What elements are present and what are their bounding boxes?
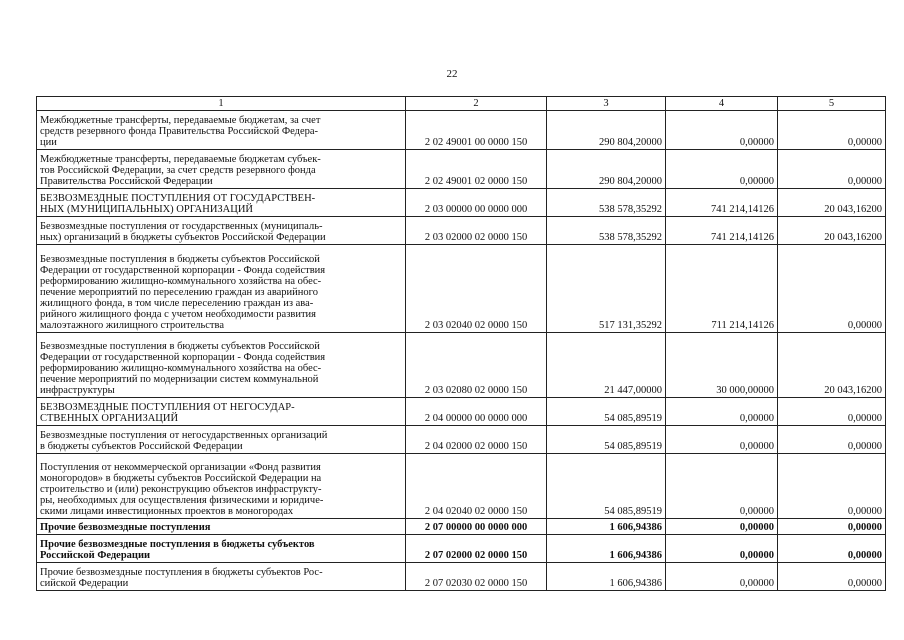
amount-column-4: 0,00000 [666, 563, 778, 591]
budget-classification-code: 2 03 00000 00 0000 000 [406, 189, 547, 217]
amount-column-3: 538 578,35292 [547, 189, 666, 217]
budget-classification-code: 2 04 02000 02 0000 150 [406, 426, 547, 454]
row-description [37, 426, 406, 454]
amount-column-3: 54 085,89519 [547, 426, 666, 454]
amount-column-5: 0,00000 [778, 426, 886, 454]
description-line: БЕЗВОЗМЕЗДНЫЕ ПОСТУПЛЕНИЯ ОТ НЕГОСУДАР- [40, 402, 295, 413]
table-row [37, 426, 886, 454]
table-row [37, 535, 886, 563]
amount-column-5: 0,00000 [778, 519, 886, 535]
description-line: Поступления от некоммерческой организации «Фонд развития [40, 462, 321, 473]
description-line: Безвозмездные поступления от государственных (муниципаль- [40, 221, 323, 232]
amount-column-3: 1 606,94386 [547, 535, 666, 563]
amount-column-3: 21 447,00000 [547, 333, 666, 398]
amount-column-4: 30 000,00000 [666, 333, 778, 398]
budget-classification-code: 2 07 02000 02 0000 150 [406, 535, 547, 563]
budget-classification-code: 2 07 00000 00 0000 000 [406, 519, 547, 535]
amount-column-3: 1 606,94386 [547, 519, 666, 535]
description-line: реформированию жилищно-коммунального хозяйства на обес- [40, 276, 322, 287]
description-line: средств резервного фонда Правительства Российской Федера- [40, 126, 319, 137]
budget-classification-code: 2 02 49001 00 0000 150 [406, 111, 547, 150]
amount-column-5: 0,00000 [778, 398, 886, 426]
amount-column-5: 0,00000 [778, 150, 886, 189]
amount-column-4: 711 214,14126 [666, 245, 778, 333]
budget-classification-code: 2 07 02030 02 0000 150 [406, 563, 547, 591]
budget-classification-code: 2 02 49001 02 0000 150 [406, 150, 547, 189]
column-number: 1 [37, 97, 406, 111]
table-row [37, 398, 886, 426]
row-description [37, 563, 406, 591]
description-line: ры, необходимых для осуществления физическими и юридиче- [40, 495, 324, 506]
amount-column-5: 0,00000 [778, 245, 886, 333]
description-line: Межбюджетные трансферты, передаваемые бюджетам, за счет [40, 115, 321, 126]
amount-column-4: 0,00000 [666, 426, 778, 454]
description-line: ции [40, 137, 57, 148]
amount-column-4: 741 214,14126 [666, 217, 778, 245]
amount-column-3: 54 085,89519 [547, 398, 666, 426]
table-row [37, 333, 886, 398]
row-description [37, 333, 406, 398]
description-line: Правительства Российской Федерации [40, 176, 213, 187]
budget-classification-code: 2 03 02040 02 0000 150 [406, 245, 547, 333]
description-line: Безвозмездные поступления от негосударственных организаций [40, 430, 328, 441]
column-number-row [37, 97, 886, 111]
table-row [37, 217, 886, 245]
description-line: в бюджеты субъектов Российской Федерации [40, 441, 243, 452]
amount-column-5: 0,00000 [778, 563, 886, 591]
column-number: 2 [406, 97, 547, 111]
description-line: Прочие безвозмездные поступления в бюджеты субъектов [40, 539, 315, 550]
description-line: Межбюджетные трансферты, передаваемые бюджетам субъек- [40, 154, 321, 165]
row-description [37, 245, 406, 333]
description-line: НЫХ (МУНИЦИПАЛЬНЫХ) ОРГАНИЗАЦИЙ [40, 204, 253, 215]
description-line: печение мероприятий по переселению граждан из аварийного [40, 287, 318, 298]
amount-column-3: 1 606,94386 [547, 563, 666, 591]
description-line: сийской Федерации [40, 578, 129, 589]
row-description [37, 454, 406, 519]
amount-column-3: 517 131,35292 [547, 245, 666, 333]
description-line: Прочие безвозмездные поступления [40, 522, 211, 533]
row-description [37, 217, 406, 245]
row-description [37, 535, 406, 563]
description-line: БЕЗВОЗМЕЗДНЫЕ ПОСТУПЛЕНИЯ ОТ ГОСУДАРСТВЕН- [40, 193, 316, 204]
table-row [37, 563, 886, 591]
description-line: скими лицами инвестиционных проектов в моногородах [40, 506, 294, 517]
amount-column-5: 20 043,16200 [778, 189, 886, 217]
amount-column-5: 20 043,16200 [778, 333, 886, 398]
description-line: Федерации от государственной корпорации - Фонда содействия [40, 265, 326, 276]
table-row [37, 245, 886, 333]
budget-classification-code: 2 03 02080 02 0000 150 [406, 333, 547, 398]
budget-classification-code: 2 04 02040 02 0000 150 [406, 454, 547, 519]
amount-column-3: 290 804,20000 [547, 150, 666, 189]
description-line: печение мероприятий по модернизации систем коммунальной [40, 374, 319, 385]
amount-column-3: 54 085,89519 [547, 454, 666, 519]
description-line: Безвозмездные поступления в бюджеты субъектов Российской [40, 254, 320, 265]
row-description [37, 150, 406, 189]
description-line: Федерации от государственной корпорации - Фонда содействия [40, 352, 326, 363]
budget-classification-code: 2 04 00000 00 0000 000 [406, 398, 547, 426]
table-row [37, 454, 886, 519]
row-description [37, 519, 406, 535]
description-line: тов Российской Федерации, за счет средств резервного фонда [40, 165, 316, 176]
amount-column-4: 0,00000 [666, 111, 778, 150]
amount-column-5: 0,00000 [778, 535, 886, 563]
description-line: малоэтажного жилищного строительства [40, 320, 224, 331]
amount-column-3: 290 804,20000 [547, 111, 666, 150]
column-number: 5 [778, 97, 886, 111]
description-line: жилищного фонда, в том числе переселению граждан из ава- [40, 298, 314, 309]
description-line: строительство и (или) реконструкцию объектов инфраструкту- [40, 484, 322, 495]
table-row [37, 189, 886, 217]
description-line: СТВЕННЫХ ОРГАНИЗАЦИЙ [40, 413, 179, 424]
amount-column-4: 0,00000 [666, 535, 778, 563]
budget-classification-code: 2 03 02000 02 0000 150 [406, 217, 547, 245]
amount-column-4: 0,00000 [666, 519, 778, 535]
description-line: Российской Федерации [40, 550, 151, 561]
amount-column-4: 741 214,14126 [666, 189, 778, 217]
page-number: 22 [446, 68, 458, 80]
amount-column-5: 20 043,16200 [778, 217, 886, 245]
amount-column-3: 538 578,35292 [547, 217, 666, 245]
revenue-table [36, 96, 886, 591]
column-number: 4 [666, 97, 778, 111]
column-number: 3 [547, 97, 666, 111]
description-line: инфраструктуры [40, 385, 115, 396]
amount-column-4: 0,00000 [666, 454, 778, 519]
amount-column-5: 0,00000 [778, 111, 886, 150]
table-row [37, 519, 886, 535]
amount-column-4: 0,00000 [666, 150, 778, 189]
amount-column-4: 0,00000 [666, 398, 778, 426]
row-description [37, 398, 406, 426]
row-description [37, 189, 406, 217]
table-row [37, 111, 886, 150]
description-line: Прочие безвозмездные поступления в бюджеты субъектов Рос- [40, 567, 323, 578]
description-line: ных) организаций в бюджеты субъектов Российской Федерации [40, 232, 326, 243]
description-line: Безвозмездные поступления в бюджеты субъектов Российской [40, 341, 320, 352]
amount-column-5: 0,00000 [778, 454, 886, 519]
description-line: моногородов» в бюджеты субъектов Российской Федерации на [40, 473, 322, 484]
description-line: реформированию жилищно-коммунального хозяйства на обес- [40, 363, 322, 374]
table-row [37, 150, 886, 189]
row-description [37, 111, 406, 150]
description-line: рийного жилищного фонда с учетом необходимости развития [40, 309, 316, 320]
